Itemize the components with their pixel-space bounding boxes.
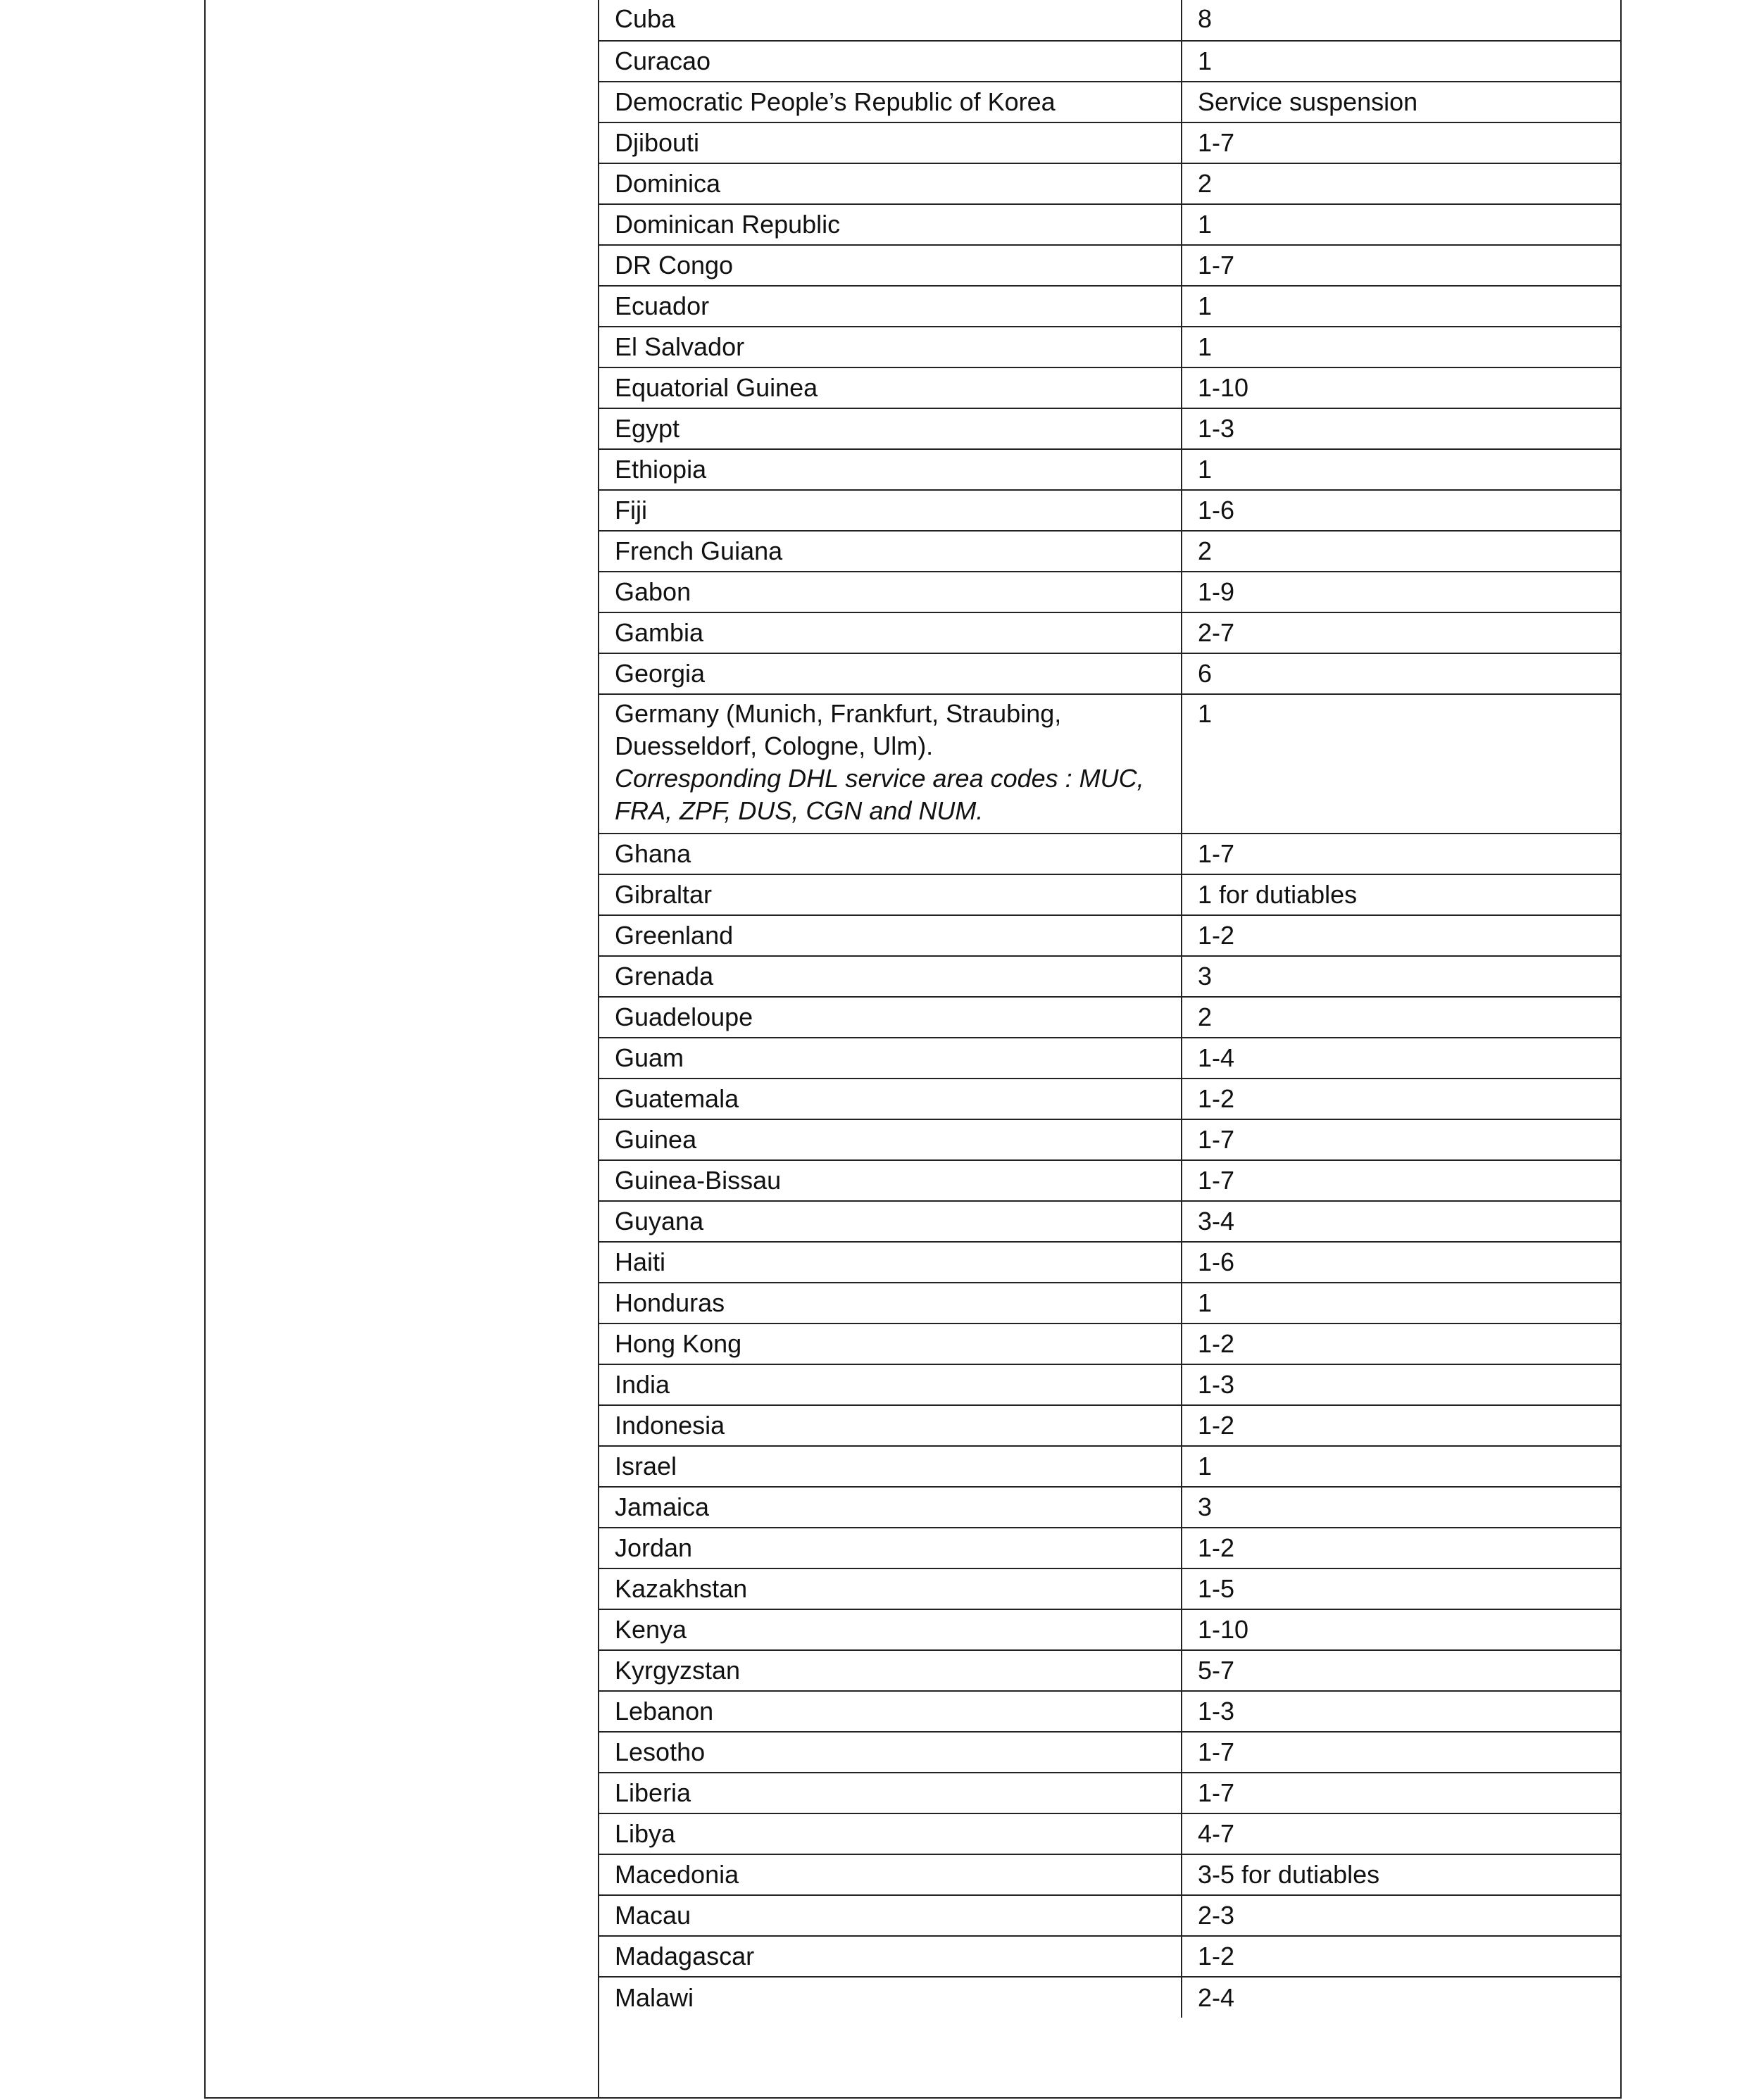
country-cell <box>599 286 1182 327</box>
country-cell <box>599 1283 1182 1323</box>
country-cell <box>599 41 1182 82</box>
country-cell <box>599 1568 1182 1609</box>
country-name: Greenland <box>615 921 734 950</box>
country-cell <box>599 1528 1182 1568</box>
country-cell <box>599 327 1182 367</box>
country-cell <box>599 1773 1182 1813</box>
country-name: Libya <box>615 1819 676 1848</box>
table-row <box>599 1323 1622 1364</box>
country-cell <box>599 163 1182 204</box>
table-row <box>599 163 1622 204</box>
country-name: Egypt <box>615 414 680 443</box>
transit-value-cell: 1 <box>1182 204 1622 245</box>
country-name: Dominican Republic <box>615 210 841 239</box>
country-cell <box>599 408 1182 449</box>
transit-value-cell: 1-7 <box>1182 834 1622 874</box>
country-name: Hong Kong <box>615 1329 742 1358</box>
country-name: Ethiopia <box>615 455 707 484</box>
transit-value-cell: 1-10 <box>1182 1609 1622 1650</box>
table-row <box>599 612 1622 653</box>
country-cell <box>599 956 1182 997</box>
table-row <box>599 1079 1622 1119</box>
country-cell <box>599 1364 1182 1405</box>
country-cell <box>599 204 1182 245</box>
transit-value-cell: Service suspension <box>1182 82 1622 122</box>
transit-value-cell: 1-3 <box>1182 1691 1622 1732</box>
transit-value-cell: 1-7 <box>1182 122 1622 163</box>
table-row <box>599 1936 1622 1977</box>
table-row <box>599 694 1622 834</box>
transit-value-cell: 3 <box>1182 1487 1622 1528</box>
transit-value-cell: 1 <box>1182 449 1622 490</box>
table-row <box>599 1977 1622 2018</box>
table-row <box>599 1609 1622 1650</box>
table-row <box>599 1364 1622 1405</box>
country-cell <box>599 531 1182 572</box>
document-table-frame <box>204 0 1622 2099</box>
country-cell <box>599 490 1182 531</box>
transit-value-cell: 1-4 <box>1182 1038 1622 1079</box>
country-name: Cuba <box>615 4 676 33</box>
transit-value-cell: 1-2 <box>1182 1936 1622 1977</box>
country-cell <box>599 1242 1182 1283</box>
transit-value-cell: 1-2 <box>1182 1528 1622 1568</box>
country-cell <box>599 1936 1182 1977</box>
country-name: Lebanon <box>615 1697 714 1725</box>
country-cell <box>599 1895 1182 1936</box>
country-cell <box>599 1977 1182 2018</box>
table-row <box>599 1283 1622 1323</box>
table-row <box>599 490 1622 531</box>
country-name: Curacao <box>615 46 711 75</box>
country-cell <box>599 1487 1182 1528</box>
transit-value-cell: 1-7 <box>1182 1773 1622 1813</box>
table-row <box>599 1528 1622 1568</box>
country-cell <box>599 874 1182 915</box>
table-row <box>599 531 1622 572</box>
transit-value-cell: 1 <box>1182 1283 1622 1323</box>
country-cell <box>599 1854 1182 1895</box>
country-cell <box>599 1038 1182 1079</box>
country-cell <box>599 1119 1182 1160</box>
table-row <box>599 834 1622 874</box>
table-row <box>599 1487 1622 1528</box>
transit-value-cell: 1-6 <box>1182 1242 1622 1283</box>
country-name: Dominica <box>615 169 721 198</box>
country-cell <box>599 367 1182 408</box>
transit-value-cell: 1-6 <box>1182 490 1622 531</box>
table-row <box>599 1242 1622 1283</box>
table-row <box>599 1119 1622 1160</box>
country-name: Guatemala <box>615 1084 739 1113</box>
table-row <box>599 956 1622 997</box>
country-name: French Guiana <box>615 536 783 565</box>
country-name: Grenada <box>615 962 714 991</box>
table-row <box>599 1568 1622 1609</box>
country-cell <box>599 122 1182 163</box>
table-row <box>599 245 1622 286</box>
country-name: Kenya <box>615 1615 687 1644</box>
table-row <box>599 286 1622 327</box>
country-cell <box>599 1160 1182 1201</box>
transit-value-cell: 1-2 <box>1182 1079 1622 1119</box>
country-name: Haiti <box>615 1247 666 1276</box>
country-cell <box>599 0 1182 41</box>
transit-value-cell: 1-2 <box>1182 1323 1622 1364</box>
table-row <box>599 653 1622 694</box>
country-cell <box>599 1079 1182 1119</box>
country-name: Ghana <box>615 839 691 868</box>
table-row <box>599 1160 1622 1201</box>
table-row <box>599 449 1622 490</box>
country-name: Lesotho <box>615 1737 706 1766</box>
country-name: Germany (Munich, Frankfurt, Straubing, Duesseldorf, Cologne, Ulm). <box>615 699 1062 760</box>
country-name: Guinea-Bissau <box>615 1166 782 1195</box>
country-name: Honduras <box>615 1288 725 1317</box>
table-row <box>599 1446 1622 1487</box>
country-cell <box>599 572 1182 612</box>
table-row <box>599 122 1622 163</box>
transit-value-cell: 2 <box>1182 163 1622 204</box>
service-area-note: Corresponding DHL service area codes : MUC, FRA, ZPF, DUS, CGN and NUM. <box>615 764 1144 825</box>
transit-value-cell: 1 <box>1182 1446 1622 1487</box>
empty-left-cell <box>206 0 599 2097</box>
table-row <box>599 408 1622 449</box>
transit-value-cell: 1-7 <box>1182 1732 1622 1773</box>
table-row <box>599 997 1622 1038</box>
transit-value-cell: 3-5 for dutiables <box>1182 1854 1622 1895</box>
transit-value-cell: 1-7 <box>1182 1160 1622 1201</box>
country-cell <box>599 1201 1182 1242</box>
country-name: Guinea <box>615 1125 697 1154</box>
transit-value-cell: 2 <box>1182 997 1622 1038</box>
country-cell <box>599 1691 1182 1732</box>
country-name: Guadeloupe <box>615 1002 753 1031</box>
table-row <box>599 874 1622 915</box>
country-cell <box>599 245 1182 286</box>
country-cell <box>599 82 1182 122</box>
country-cell <box>599 834 1182 874</box>
country-name: Gambia <box>615 618 704 647</box>
country-name: Georgia <box>615 659 706 688</box>
country-cell <box>599 1650 1182 1691</box>
country-cell <box>599 694 1182 834</box>
country-name: India <box>615 1370 670 1399</box>
country-name: Ecuador <box>615 291 710 320</box>
transit-value-cell: 1 for dutiables <box>1182 874 1622 915</box>
country-name: Macedonia <box>615 1860 739 1889</box>
table-row <box>599 41 1622 82</box>
table-row <box>599 1813 1622 1854</box>
country-transit-table <box>599 0 1622 2018</box>
transit-value-cell: 4-7 <box>1182 1813 1622 1854</box>
table-row <box>599 915 1622 956</box>
transit-value-cell: 1-2 <box>1182 915 1622 956</box>
country-name: Jordan <box>615 1533 693 1562</box>
country-name: Indonesia <box>615 1411 725 1440</box>
country-cell <box>599 915 1182 956</box>
country-name: Macau <box>615 1901 691 1930</box>
table-row <box>599 1854 1622 1895</box>
country-name: Kyrgyzstan <box>615 1656 741 1685</box>
transit-value-cell: 5-7 <box>1182 1650 1622 1691</box>
table-row <box>599 1405 1622 1446</box>
transit-value-cell: 1 <box>1182 41 1622 82</box>
country-name: Gibraltar <box>615 880 713 909</box>
country-name: Israel <box>615 1452 677 1480</box>
country-name: Guyana <box>615 1207 704 1236</box>
transit-value-cell: 2 <box>1182 531 1622 572</box>
table-row <box>599 1038 1622 1079</box>
country-cell <box>599 997 1182 1038</box>
transit-value-cell: 3 <box>1182 956 1622 997</box>
table-row <box>599 204 1622 245</box>
transit-value-cell: 1-2 <box>1182 1405 1622 1446</box>
country-name: Jamaica <box>615 1492 710 1521</box>
transit-value-cell: 1 <box>1182 286 1622 327</box>
transit-value-cell: 1-7 <box>1182 1119 1622 1160</box>
table-row <box>599 1201 1622 1242</box>
country-name: El Salvador <box>615 332 745 361</box>
transit-value-cell: 6 <box>1182 653 1622 694</box>
transit-value-cell: 2-7 <box>1182 612 1622 653</box>
country-cell <box>599 1446 1182 1487</box>
transit-value-cell: 1-9 <box>1182 572 1622 612</box>
table-row <box>599 1691 1622 1732</box>
transit-value-cell: 3-4 <box>1182 1201 1622 1242</box>
country-cell <box>599 653 1182 694</box>
country-cell <box>599 612 1182 653</box>
transit-value-cell: 1-5 <box>1182 1568 1622 1609</box>
country-name: Guam <box>615 1043 684 1072</box>
country-name: Democratic People’s Republic of Korea <box>615 87 1056 116</box>
country-name: Madagascar <box>615 1942 755 1970</box>
country-name: DR Congo <box>615 251 734 279</box>
transit-value-cell: 8 <box>1182 0 1622 41</box>
table-row <box>599 0 1622 41</box>
country-name: Liberia <box>615 1778 691 1807</box>
table-body <box>599 0 1622 2018</box>
transit-value-cell: 1-3 <box>1182 408 1622 449</box>
table-row <box>599 82 1622 122</box>
table-row <box>599 1895 1622 1936</box>
country-name: Equatorial Guinea <box>615 373 818 402</box>
country-name: Gabon <box>615 577 691 606</box>
transit-value-cell: 1-10 <box>1182 367 1622 408</box>
country-name: Djibouti <box>615 128 700 157</box>
transit-value-cell: 1-7 <box>1182 245 1622 286</box>
country-name: Fiji <box>615 496 647 524</box>
country-cell <box>599 1323 1182 1364</box>
table-row <box>599 1650 1622 1691</box>
table-row <box>599 1773 1622 1813</box>
table-row <box>599 327 1622 367</box>
transit-value-cell: 2-3 <box>1182 1895 1622 1936</box>
country-cell <box>599 1609 1182 1650</box>
country-cell <box>599 449 1182 490</box>
transit-value-cell: 1-3 <box>1182 1364 1622 1405</box>
table-row <box>599 367 1622 408</box>
country-cell <box>599 1405 1182 1446</box>
transit-value-cell: 2-4 <box>1198 1982 1235 2012</box>
transit-value-cell: 1 <box>1182 327 1622 367</box>
table-row <box>599 1732 1622 1773</box>
table-row <box>599 572 1622 612</box>
country-cell <box>599 1732 1182 1773</box>
country-name: Malawi <box>615 1982 694 2012</box>
country-name: Kazakhstan <box>615 1574 748 1603</box>
transit-value-cell: 1 <box>1182 694 1622 834</box>
country-cell <box>599 1813 1182 1854</box>
